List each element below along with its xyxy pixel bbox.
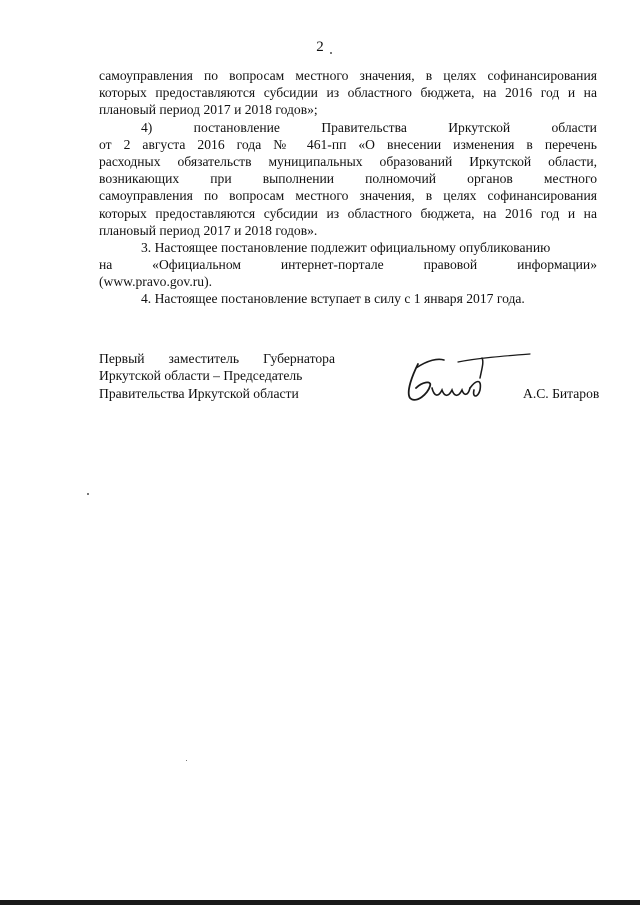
handwritten-signature [398,348,532,406]
text-line: 3. Настоящее постановление подлежит официальному опубликованию [141,239,551,255]
paragraph-3 [99,239,597,291]
text-word: области [551,119,597,135]
text-line: расходных обязательств муниципальных образований Иркутской области, [99,153,597,169]
item-4-first-line [99,119,597,136]
text-line: самоуправления по вопросам местного значения, в целях софинансирования [99,188,597,204]
signatory-title [99,350,335,402]
signatory-line: Первый заместитель Губернатора [99,351,335,366]
text-line: плановый период 2017 и 2018 годов». [99,222,318,238]
scan-speck [330,52,332,54]
scan-speck [186,760,187,761]
page-number: 2 [316,39,324,55]
text-line: плановый период 2017 и 2018 годов»; [99,102,318,118]
document-body [99,67,597,308]
text-line: (www.pravo.gov.ru). [99,274,212,290]
text-word: Правительства [321,119,407,135]
text-line: 4. Настоящее постановление вступает в силу с 1 января 2017 года. [141,291,525,307]
paragraph-continuation [99,67,597,119]
text-line: самоуправления по вопросам местного значения, в целях софинансирования [99,68,597,83]
paragraph-4 [99,290,597,307]
scan-bottom-edge [0,900,640,905]
text-line: на «Официальном интернет-портале правовой информации» [99,257,597,273]
text-line: от 2 августа 2016 года № 461-пп «О внесении изменения в перечень [99,136,597,152]
item-number: 4) [141,119,153,135]
text-line: которых предоставляются субсидии из областного бюджета, на 2016 год и на [99,205,597,221]
signatory-line: Иркутской области – Председатель [99,368,303,384]
text-line: которых предоставляются субсидии из областного бюджета, на 2016 год и на [99,85,597,101]
scan-speck [87,493,89,495]
text-line: возникающих при выполнении полномочий органов местного [99,171,597,187]
signer-name: А.С. Битаров [523,386,600,401]
signatory-line: Правительства Иркутской области [99,385,299,401]
paragraph-item-4 [99,119,597,239]
text-word: Иркутской [448,119,511,135]
text-word: постановление [193,119,280,135]
